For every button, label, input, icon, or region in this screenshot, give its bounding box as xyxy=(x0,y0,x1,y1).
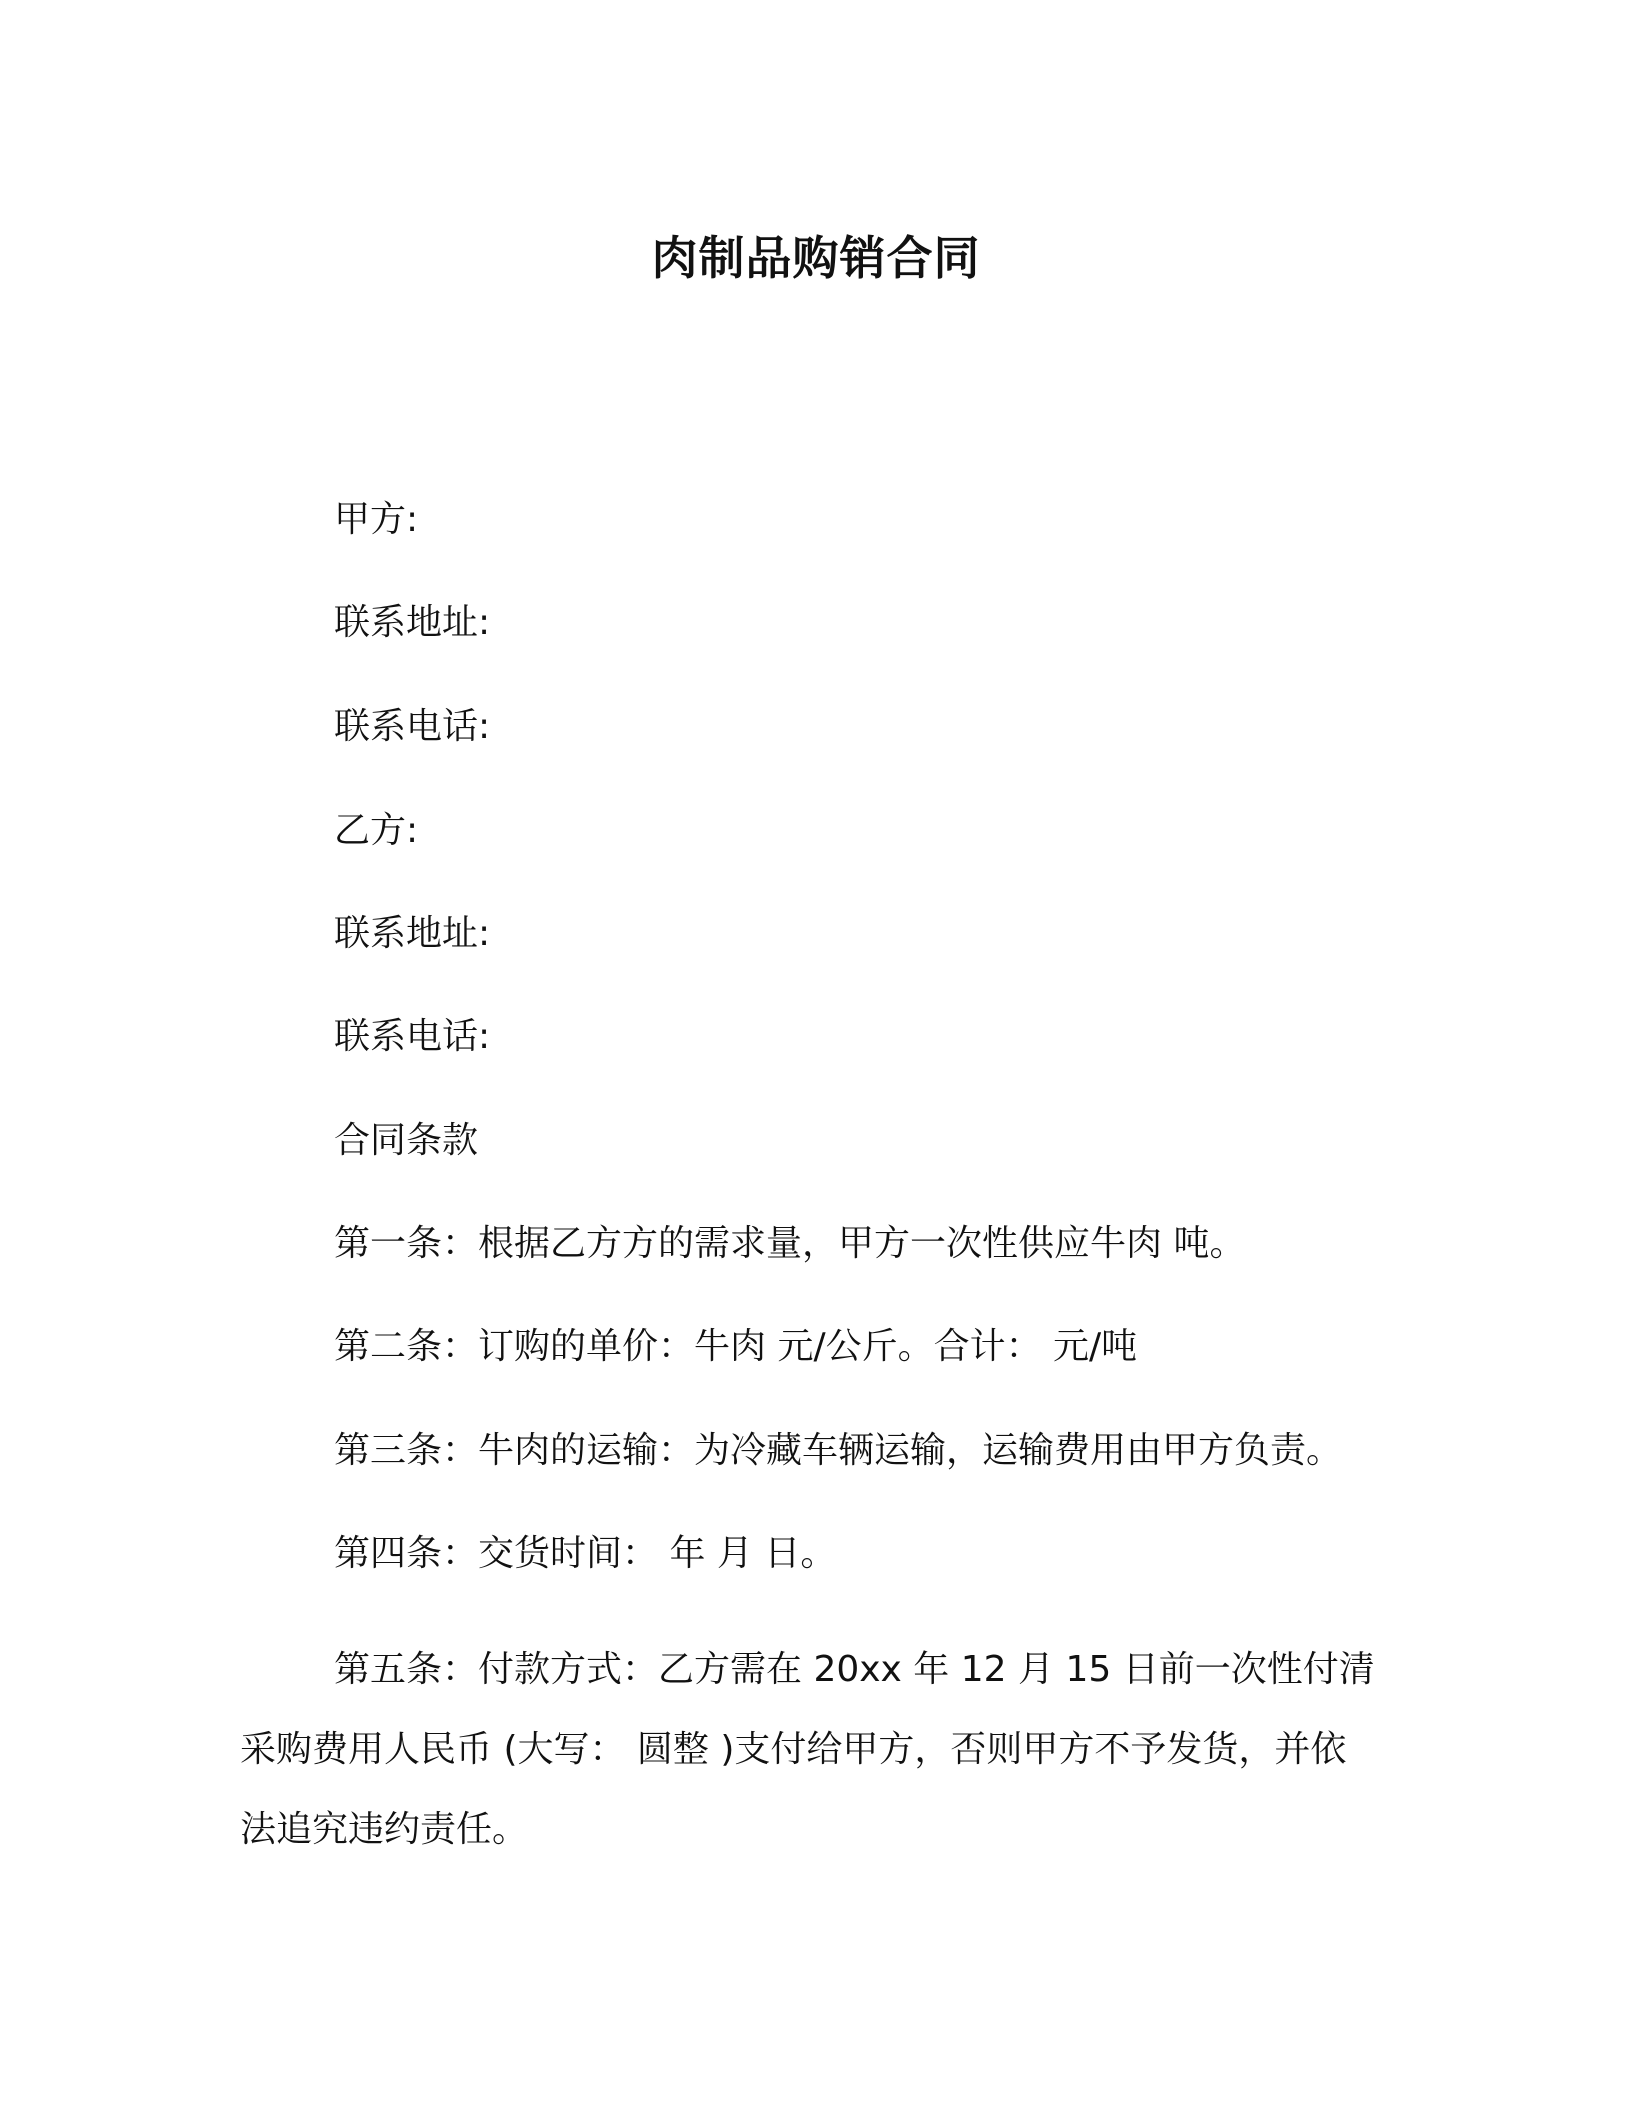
clause-4: 第四条：交货时间： 年 月 日。 xyxy=(334,1533,837,1574)
party-a-label: 甲方: xyxy=(334,499,419,540)
clause-3: 第三条：牛肉的运输：为冷藏车辆运输，运输费用由甲方负责。 xyxy=(334,1430,1343,1471)
clause-2: 第二条：订购的单价：牛肉 元/公斤。合计： 元/吨 xyxy=(334,1326,1138,1367)
party-a-phone-label: 联系电话: xyxy=(334,706,491,747)
terms-heading: 合同条款 xyxy=(334,1120,479,1161)
document-title: 肉制品购销合同 xyxy=(651,231,981,285)
clause-1: 第一条：根据乙方方的需求量，甲方一次性供应牛肉 吨。 xyxy=(334,1223,1246,1264)
party-b-address-label: 联系地址: xyxy=(334,913,491,954)
party-a-address-label: 联系地址: xyxy=(334,602,491,643)
party-b-label: 乙方: xyxy=(334,810,419,851)
clause-5: 第五条：付款方式：乙方需在 20xx 年 12 月 15 日前一次性付清采购费用人民币 (大写： 圆整 )支付给甲方，否则甲方不予发货，并依法追究违约责任。 xyxy=(240,1649,1375,1850)
party-b-phone-label: 联系电话: xyxy=(334,1016,491,1057)
